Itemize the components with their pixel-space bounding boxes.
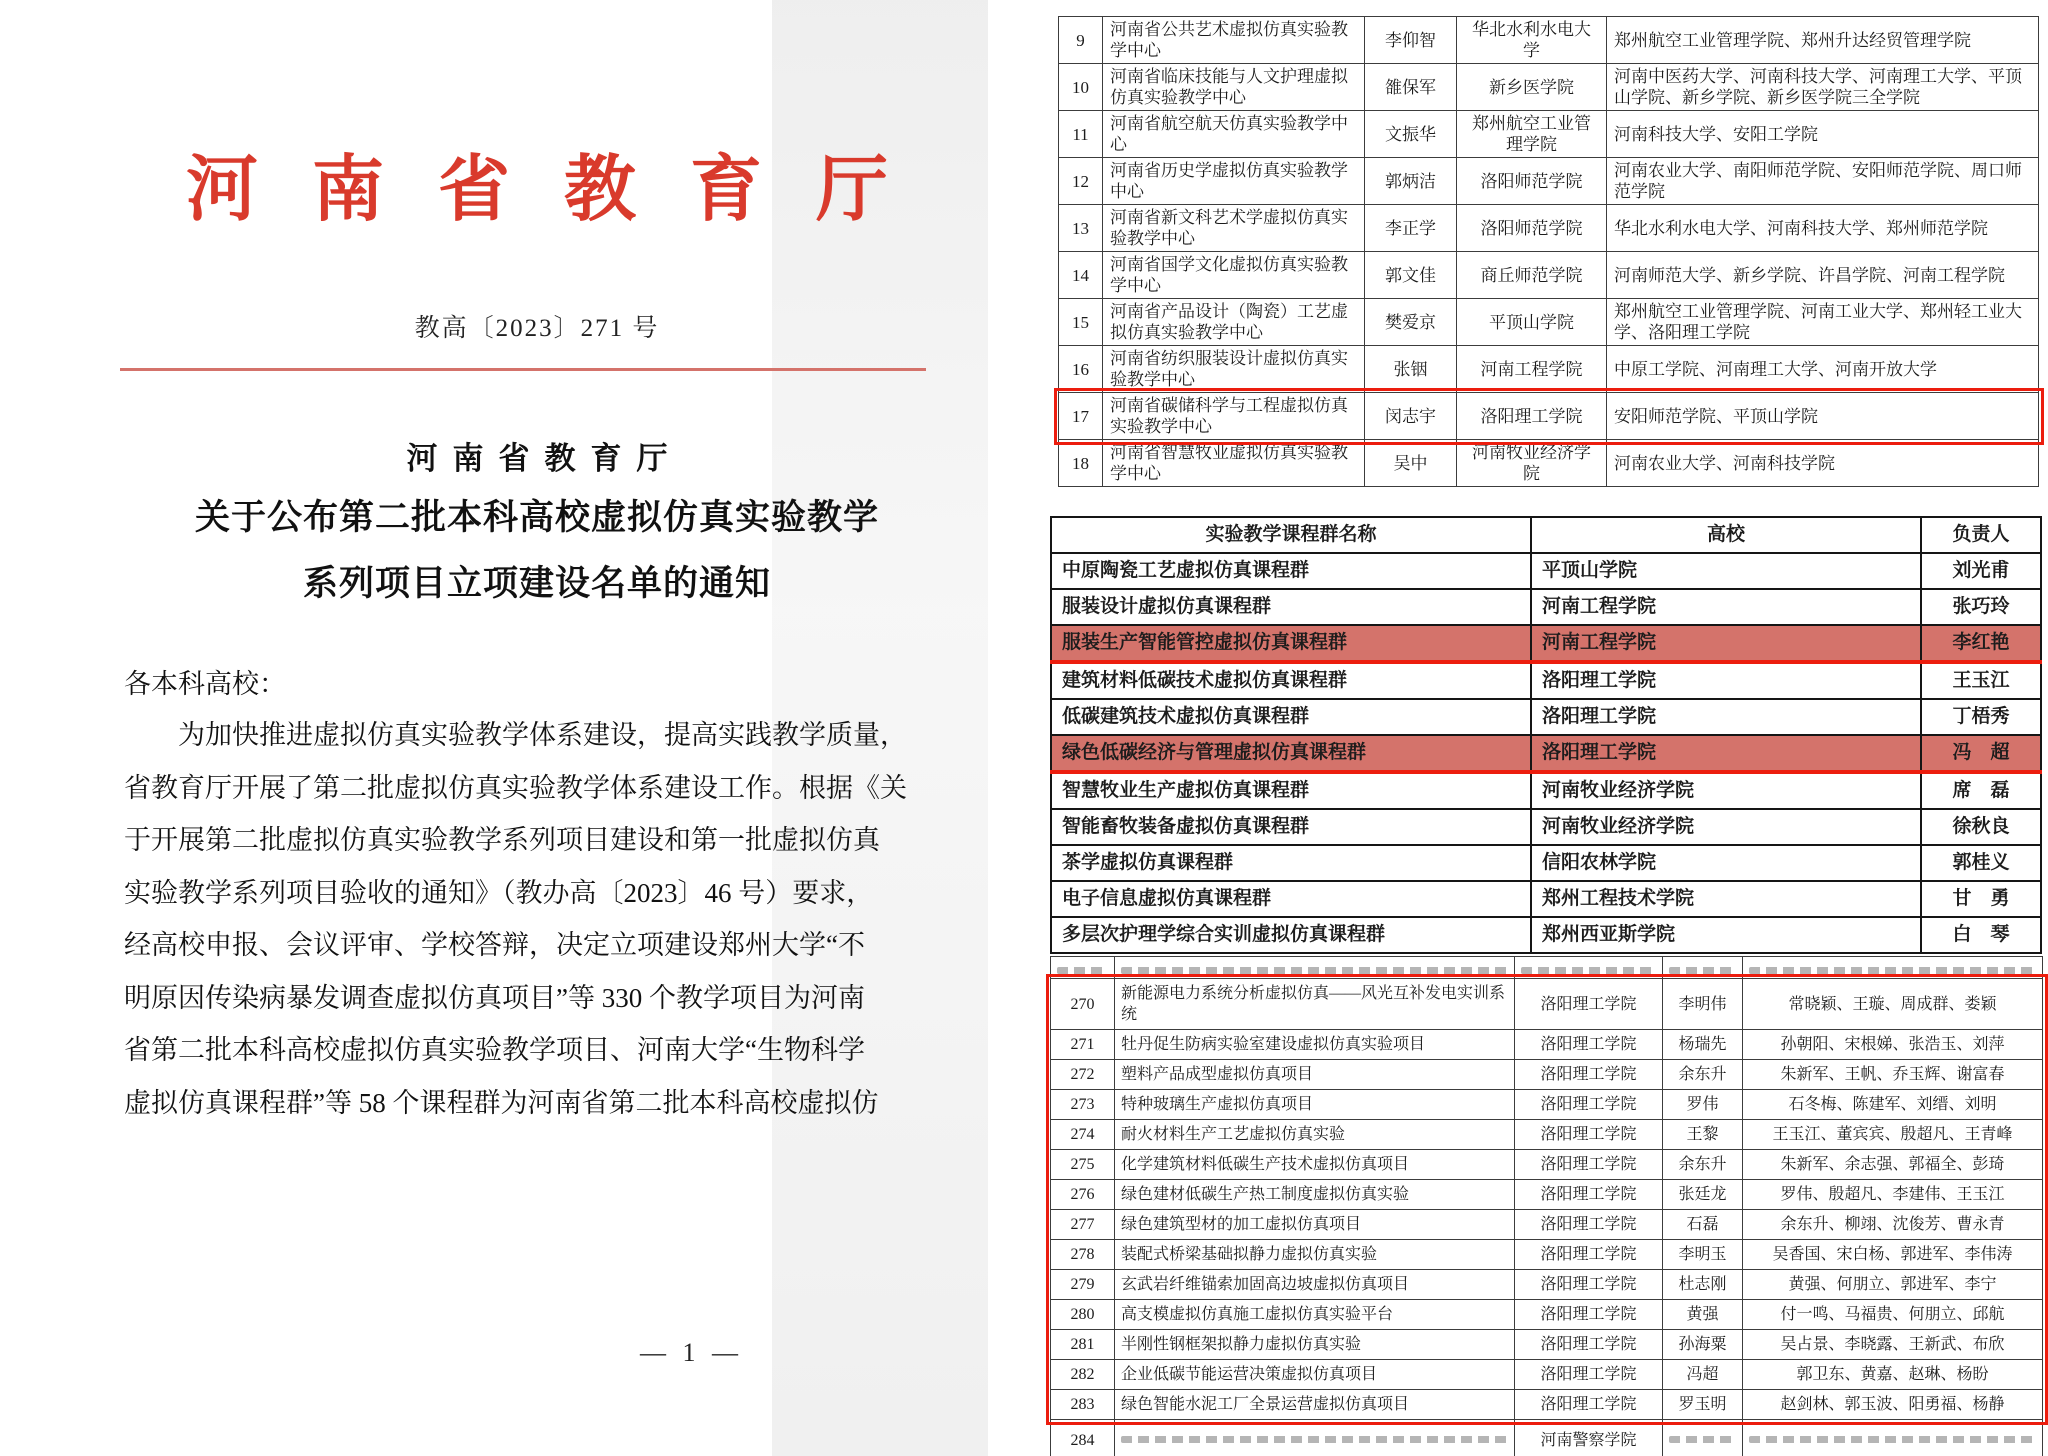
- course-name-cell: 建筑材料低碳技术虚拟仿真课程群: [1051, 662, 1531, 699]
- center-leader-cell: 郭炳洁: [1365, 158, 1457, 205]
- center-leader-cell: 张铟: [1365, 346, 1457, 393]
- course-university-cell: 河南牧业经济学院: [1531, 809, 1921, 845]
- course-university-cell: 洛阳理工学院: [1531, 735, 1921, 772]
- project-university-cell: 洛阳理工学院: [1515, 1300, 1663, 1330]
- center-university-cell: 郑州航空工业管理学院: [1457, 111, 1607, 158]
- project-table-row: [1051, 1240, 2043, 1270]
- course-leader-cell: 冯 超: [1921, 735, 2041, 772]
- official-document-page: [22, 0, 1052, 1456]
- center-leader-cell: 闵志宇: [1365, 393, 1457, 440]
- course-table-header-row: [1051, 517, 2041, 553]
- body-line: 省教育厅开展了第二批虚拟仿真实验教学体系建设工作。根据《关: [124, 772, 907, 803]
- project-number-cell: 281: [1051, 1330, 1115, 1360]
- center-university-cell: 华北水利水电大学: [1457, 17, 1607, 64]
- project-table-row: [1051, 979, 2043, 1030]
- document-body: [124, 709, 956, 1129]
- center-name-cell: 河南省临床技能与人文护理虚拟仿真实验教学中心: [1103, 64, 1365, 111]
- center-number-cell: 10: [1059, 64, 1103, 111]
- center-university-cell: 洛阳师范学院: [1457, 158, 1607, 205]
- course-name-cell: 绿色低碳经济与管理虚拟仿真课程群: [1051, 735, 1531, 772]
- project-table-clipped-bottom-row: [1051, 1420, 2043, 1456]
- course-name-cell: 电子信息虚拟仿真课程群: [1051, 881, 1531, 917]
- project-university-cell: 河南警察学院: [1515, 1420, 1663, 1456]
- project-name-cell: 绿色建材低碳生产热工制度虚拟仿真实验: [1115, 1180, 1515, 1210]
- project-team-cell: 郭卫东、黄嘉、赵琳、杨盼: [1743, 1360, 2043, 1390]
- centers-table-row: [1059, 111, 2039, 158]
- project-team-cell: 吴占景、李晓露、王新武、布欣: [1743, 1330, 2043, 1360]
- centers-table-row: [1059, 64, 2039, 111]
- course-university-cell: 郑州西亚斯学院: [1531, 917, 1921, 953]
- project-team-cell: 孙朝阳、宋根娣、张浩玉、刘萍: [1743, 1030, 2043, 1060]
- course-table-row: [1051, 553, 2041, 589]
- body-line: 为加快推进虚拟仿真实验教学体系建设，提高实践教学质量，: [178, 720, 907, 750]
- course-leader-cell: 王玉江: [1921, 662, 2041, 699]
- project-university-cell: [1515, 957, 1663, 979]
- project-university-cell: 洛阳理工学院: [1515, 1270, 1663, 1300]
- project-team-cell: 赵剑林、郭玉波、阳勇福、杨静: [1743, 1390, 2043, 1420]
- center-name-cell: 河南省国学文化虚拟仿真实验教学中心: [1103, 252, 1365, 299]
- project-team-cell: [1743, 1420, 2043, 1456]
- project-table-row: [1051, 1090, 2043, 1120]
- salutation: 各本科高校：: [124, 669, 286, 699]
- center-number-cell: 9: [1059, 17, 1103, 64]
- body-line: 于开展第二批虚拟仿真实验教学系列项目建设和第一批虚拟仿真: [124, 825, 880, 855]
- project-table-row: [1051, 1060, 2043, 1090]
- center-name-cell: 河南省纺织服装设计虚拟仿真实验教学中心: [1103, 346, 1365, 393]
- project-university-cell: 洛阳理工学院: [1515, 1390, 1663, 1420]
- project-name-cell: 牡丹促生防病实验室建设虚拟仿真实验项目: [1115, 1030, 1515, 1060]
- center-university-cell: 洛阳理工学院: [1457, 393, 1607, 440]
- center-leader-cell: 雒保军: [1365, 64, 1457, 111]
- center-partners-cell: 河南中医药大学、河南科技大学、河南理工大学、平顶山学院、新乡学院、新乡医学院三全学院: [1607, 64, 2039, 111]
- course-university-cell: 信阳农林学院: [1531, 845, 1921, 881]
- center-partners-cell: 郑州航空工业管理学院、河南工业大学、郑州轻工业大学、洛阳理工学院: [1607, 299, 2039, 346]
- center-name-cell: 河南省碳储科学与工程虚拟仿真实验教学中心: [1103, 393, 1365, 440]
- course-university-cell: 平顶山学院: [1531, 553, 1921, 589]
- center-university-cell: 河南牧业经济学院: [1457, 440, 1607, 487]
- course-university-cell: 河南牧业经济学院: [1531, 772, 1921, 809]
- course-university-cell: 郑州工程技术学院: [1531, 881, 1921, 917]
- clipped-text-fragment: [1749, 1436, 2036, 1443]
- course-table-row: [1051, 809, 2041, 845]
- center-name-cell: 河南省新文科艺术学虚拟仿真实验教学中心: [1103, 205, 1365, 252]
- center-name-cell: 河南省航空航天仿真实验教学中心: [1103, 111, 1365, 158]
- project-number-cell: 273: [1051, 1090, 1115, 1120]
- center-number-cell: 16: [1059, 346, 1103, 393]
- project-name-cell: 耐火材料生产工艺虚拟仿真实验: [1115, 1120, 1515, 1150]
- project-number-cell: 276: [1051, 1180, 1115, 1210]
- center-number-cell: 15: [1059, 299, 1103, 346]
- project-university-cell: 洛阳理工学院: [1515, 1180, 1663, 1210]
- course-table-row: [1051, 881, 2041, 917]
- center-university-cell: 商丘师范学院: [1457, 252, 1607, 299]
- center-number-cell: 17: [1059, 393, 1103, 440]
- project-number-cell: 278: [1051, 1240, 1115, 1270]
- clipped-text-fragment: [1121, 1436, 1508, 1443]
- project-leader-cell: 罗伟: [1663, 1090, 1743, 1120]
- course-name-cell: 茶学虚拟仿真课程群: [1051, 845, 1531, 881]
- project-leader-cell: 石磊: [1663, 1210, 1743, 1240]
- center-name-cell: 河南省公共艺术虚拟仿真实验教学中心: [1103, 17, 1365, 64]
- project-table-row: [1051, 1150, 2043, 1180]
- center-leader-cell: 文振华: [1365, 111, 1457, 158]
- project-university-cell: 洛阳理工学院: [1515, 1360, 1663, 1390]
- clipped-text-fragment: [1057, 967, 1108, 974]
- center-leader-cell: 李正学: [1365, 205, 1457, 252]
- project-table-row: [1051, 1300, 2043, 1330]
- body-line: 虚拟仿真课程群”等 58 个课程群为河南省第二批本科高校虚拟仿: [124, 1087, 879, 1118]
- centers-table-row: [1059, 158, 2039, 205]
- course-name-cell: 智能畜牧装备虚拟仿真课程群: [1051, 809, 1531, 845]
- course-leader-cell: 席 磊: [1921, 772, 2041, 809]
- notice-title-line2: 系列项目立项建设名单的通知: [302, 564, 771, 603]
- clipped-text-fragment: [1669, 1436, 1736, 1443]
- project-table-row: [1051, 1330, 2043, 1360]
- project-number-cell: 280: [1051, 1300, 1115, 1330]
- project-number-cell: 275: [1051, 1150, 1115, 1180]
- course-leader-cell: 甘 勇: [1921, 881, 2041, 917]
- page-number: — 1 —: [640, 1338, 743, 1367]
- project-number-cell: 271: [1051, 1030, 1115, 1060]
- body-line: 明原因传染病暴发调查虚拟仿真项目”等 330 个教学项目为河南: [124, 982, 865, 1013]
- project-leader-cell: 黄强: [1663, 1300, 1743, 1330]
- project-team-cell: 常晓颖、王璇、周成群、娄颖: [1743, 979, 2043, 1030]
- project-number-cell: 284: [1051, 1420, 1115, 1456]
- course-header-name: 实验教学课程群名称: [1051, 517, 1531, 553]
- project-team-cell: 罗伟、殷超凡、李建伟、王玉江: [1743, 1180, 2043, 1210]
- red-divider-line: [120, 368, 926, 371]
- project-number-cell: 274: [1051, 1120, 1115, 1150]
- project-team-cell: 朱新军、王帆、乔玉辉、谢富春: [1743, 1060, 2043, 1090]
- centers-table-row: [1059, 346, 2039, 393]
- course-table-row: [1051, 625, 2041, 662]
- project-name-cell: 玄武岩纤维锚索加固高边坡虚拟仿真项目: [1115, 1270, 1515, 1300]
- course-name-cell: 中原陶瓷工艺虚拟仿真课程群: [1051, 553, 1531, 589]
- project-leader-cell: 罗玉明: [1663, 1390, 1743, 1420]
- course-leader-cell: 徐秋良: [1921, 809, 2041, 845]
- project-team-cell: 石冬梅、陈建军、刘缙、刘明: [1743, 1090, 2043, 1120]
- course-table-row: [1051, 772, 2041, 809]
- project-team-cell: 吴香国、宋白杨、郭进军、李伟涛: [1743, 1240, 2043, 1270]
- course-name-cell: 服装设计虚拟仿真课程群: [1051, 589, 1531, 625]
- project-leader-cell: 杨瑞先: [1663, 1030, 1743, 1060]
- document-number: 教高〔2023〕271 号: [414, 315, 660, 342]
- project-university-cell: 洛阳理工学院: [1515, 1090, 1663, 1120]
- centers-table-row: [1059, 252, 2039, 299]
- project-leader-cell: 余东升: [1663, 1060, 1743, 1090]
- project-team-cell: 付一鸣、马福贵、何朋立、邱航: [1743, 1300, 2043, 1330]
- project-name-cell: 半刚性钢框架拟静力虚拟仿真实验: [1115, 1330, 1515, 1360]
- project-name-cell: 新能源电力系统分析虚拟仿真——风光互补发电实训系统: [1115, 979, 1515, 1030]
- center-partners-cell: 河南科技大学、安阳工学院: [1607, 111, 2039, 158]
- project-team-cell: 朱新军、余志强、郭福全、彭琦: [1743, 1150, 2043, 1180]
- project-table-row: [1051, 1120, 2043, 1150]
- course-header-leader: 负责人: [1921, 517, 2041, 553]
- center-university-cell: 洛阳师范学院: [1457, 205, 1607, 252]
- project-name-cell: 绿色智能水泥工厂全景运营虚拟仿真项目: [1115, 1390, 1515, 1420]
- project-number-cell: [1051, 957, 1115, 979]
- center-number-cell: 18: [1059, 440, 1103, 487]
- course-leader-cell: 张巧玲: [1921, 589, 2041, 625]
- center-partners-cell: 郑州航空工业管理学院、郑州升达经贸管理学院: [1607, 17, 2039, 64]
- course-name-cell: 智慧牧业生产虚拟仿真课程群: [1051, 772, 1531, 809]
- project-table-row: [1051, 1360, 2043, 1390]
- course-leader-cell: 李红艳: [1921, 625, 2041, 662]
- center-leader-cell: 吴中: [1365, 440, 1457, 487]
- project-name-cell: 绿色建筑型材的加工虚拟仿真项目: [1115, 1210, 1515, 1240]
- course-name-cell: 低碳建筑技术虚拟仿真课程群: [1051, 699, 1531, 735]
- project-university-cell: 洛阳理工学院: [1515, 1120, 1663, 1150]
- clipped-text-fragment: [1121, 967, 1508, 974]
- project-table-row: [1051, 1390, 2043, 1420]
- course-groups-table: [1050, 516, 2042, 954]
- course-table-row: [1051, 917, 2041, 953]
- center-university-cell: 平顶山学院: [1457, 299, 1607, 346]
- project-team-cell: [1743, 957, 2043, 979]
- project-number-cell: 272: [1051, 1060, 1115, 1090]
- course-name-cell: 服装生产智能管控虚拟仿真课程群: [1051, 625, 1531, 662]
- center-university-cell: 河南工程学院: [1457, 346, 1607, 393]
- project-team-cell: 余东升、柳翊、沈俊芳、曹永青: [1743, 1210, 2043, 1240]
- center-name-cell: 河南省历史学虚拟仿真实验教学中心: [1103, 158, 1365, 205]
- project-leader-cell: 余东升: [1663, 1150, 1743, 1180]
- project-university-cell: 洛阳理工学院: [1515, 1060, 1663, 1090]
- course-leader-cell: 郭桂义: [1921, 845, 2041, 881]
- project-leader-cell: 张廷龙: [1663, 1180, 1743, 1210]
- project-leader-cell: [1663, 957, 1743, 979]
- center-leader-cell: 郭文佳: [1365, 252, 1457, 299]
- center-leader-cell: 李仰智: [1365, 17, 1457, 64]
- course-university-cell: 洛阳理工学院: [1531, 662, 1921, 699]
- center-partners-cell: 河南师范大学、新乡学院、许昌学院、河南工程学院: [1607, 252, 2039, 299]
- clipped-text-fragment: [1749, 967, 2036, 974]
- course-leader-cell: 白 琴: [1921, 917, 2041, 953]
- project-name-cell: 化学建筑材料低碳生产技术虚拟仿真项目: [1115, 1150, 1515, 1180]
- course-name-cell: 多层次护理学综合实训虚拟仿真课程群: [1051, 917, 1531, 953]
- course-university-cell: 洛阳理工学院: [1531, 699, 1921, 735]
- centers-table-row: [1059, 440, 2039, 487]
- centers-table-row: [1059, 17, 2039, 64]
- course-university-cell: 河南工程学院: [1531, 625, 1921, 662]
- course-table-row: [1051, 845, 2041, 881]
- project-number-cell: 279: [1051, 1270, 1115, 1300]
- notice-title-agency: 河南省教育厅: [406, 441, 683, 476]
- project-number-cell: 270: [1051, 979, 1115, 1030]
- project-university-cell: 洛阳理工学院: [1515, 1330, 1663, 1360]
- project-leader-cell: 冯超: [1663, 1360, 1743, 1390]
- project-leader-cell: [1663, 1420, 1743, 1456]
- project-number-cell: 283: [1051, 1390, 1115, 1420]
- body-line: 实验教学系列项目验收的通知》（教办高〔2023〕46 号）要求，: [124, 877, 874, 908]
- agency-red-title: 河南省教育厅: [185, 150, 942, 230]
- center-university-cell: 新乡医学院: [1457, 64, 1607, 111]
- project-team-cell: 黄强、何朋立、郭进军、李宁: [1743, 1270, 2043, 1300]
- body-line: 省第二批本科高校虚拟仿真实验教学项目、河南大学“生物科学: [124, 1035, 865, 1065]
- project-name-cell: [1115, 957, 1515, 979]
- project-leader-cell: 李明伟: [1663, 979, 1743, 1030]
- project-team-cell: 王玉江、董宾宾、殷超凡、王青峰: [1743, 1120, 2043, 1150]
- center-partners-cell: 中原工学院、河南理工大学、河南开放大学: [1607, 346, 2039, 393]
- course-table-row: [1051, 662, 2041, 699]
- project-university-cell: 洛阳理工学院: [1515, 1150, 1663, 1180]
- center-number-cell: 13: [1059, 205, 1103, 252]
- project-university-cell: 洛阳理工学院: [1515, 1210, 1663, 1240]
- project-name-cell: 企业低碳节能运营决策虚拟仿真项目: [1115, 1360, 1515, 1390]
- center-leader-cell: 樊爱京: [1365, 299, 1457, 346]
- project-leader-cell: 李明玉: [1663, 1240, 1743, 1270]
- project-name-cell: [1115, 1420, 1515, 1456]
- center-number-cell: 12: [1059, 158, 1103, 205]
- project-table-row: [1051, 1270, 2043, 1300]
- project-table-row: [1051, 1180, 2043, 1210]
- project-name-cell: 高支模虚拟仿真施工虚拟仿真实验平台: [1115, 1300, 1515, 1330]
- center-number-cell: 14: [1059, 252, 1103, 299]
- course-table-row: [1051, 735, 2041, 772]
- project-university-cell: 洛阳理工学院: [1515, 1030, 1663, 1060]
- clipped-text-fragment: [1669, 967, 1736, 974]
- project-university-cell: 洛阳理工学院: [1515, 979, 1663, 1030]
- project-number-cell: 282: [1051, 1360, 1115, 1390]
- center-partners-cell: 河南农业大学、南阳师范学院、安阳师范学院、周口师范学院: [1607, 158, 2039, 205]
- project-number-cell: 277: [1051, 1210, 1115, 1240]
- project-name-cell: 特种玻璃生产虚拟仿真项目: [1115, 1090, 1515, 1120]
- project-name-cell: 装配式桥梁基础拟静力虚拟仿真实验: [1115, 1240, 1515, 1270]
- center-number-cell: 11: [1059, 111, 1103, 158]
- centers-table-row: [1059, 299, 2039, 346]
- centers-table-row: [1059, 205, 2039, 252]
- project-leader-cell: 杜志刚: [1663, 1270, 1743, 1300]
- project-leader-cell: 孙海粟: [1663, 1330, 1743, 1360]
- project-table-clipped-top-row: [1051, 957, 2043, 979]
- body-line: 经高校申报、会议评审、学校答辩，决定立项建设郑州大学“不: [124, 930, 865, 960]
- projects-table: [1050, 956, 2043, 1456]
- course-leader-cell: 刘光甫: [1921, 553, 2041, 589]
- course-leader-cell: 丁梧秀: [1921, 699, 2041, 735]
- clipped-text-fragment: [1521, 967, 1656, 974]
- course-header-university: 高校: [1531, 517, 1921, 553]
- course-university-cell: 河南工程学院: [1531, 589, 1921, 625]
- notice-title-line1: 关于公布第二批本科高校虚拟仿真实验教学: [194, 498, 879, 537]
- center-name-cell: 河南省产品设计（陶瓷）工艺虚拟仿真实验教学中心: [1103, 299, 1365, 346]
- centers-table-row: [1059, 393, 2039, 440]
- center-name-cell: 河南省智慧牧业虚拟仿真实验教学中心: [1103, 440, 1365, 487]
- center-partners-cell: 河南农业大学、河南科技学院: [1607, 440, 2039, 487]
- project-table-row: [1051, 1210, 2043, 1240]
- project-leader-cell: 王黎: [1663, 1120, 1743, 1150]
- project-university-cell: 洛阳理工学院: [1515, 1240, 1663, 1270]
- centers-table: [1058, 16, 2039, 487]
- center-partners-cell: 安阳师范学院、平顶山学院: [1607, 393, 2039, 440]
- center-partners-cell: 华北水利水电大学、河南科技大学、郑州师范学院: [1607, 205, 2039, 252]
- course-table-row: [1051, 589, 2041, 625]
- project-table-row: [1051, 1030, 2043, 1060]
- project-name-cell: 塑料产品成型虚拟仿真项目: [1115, 1060, 1515, 1090]
- course-table-row: [1051, 699, 2041, 735]
